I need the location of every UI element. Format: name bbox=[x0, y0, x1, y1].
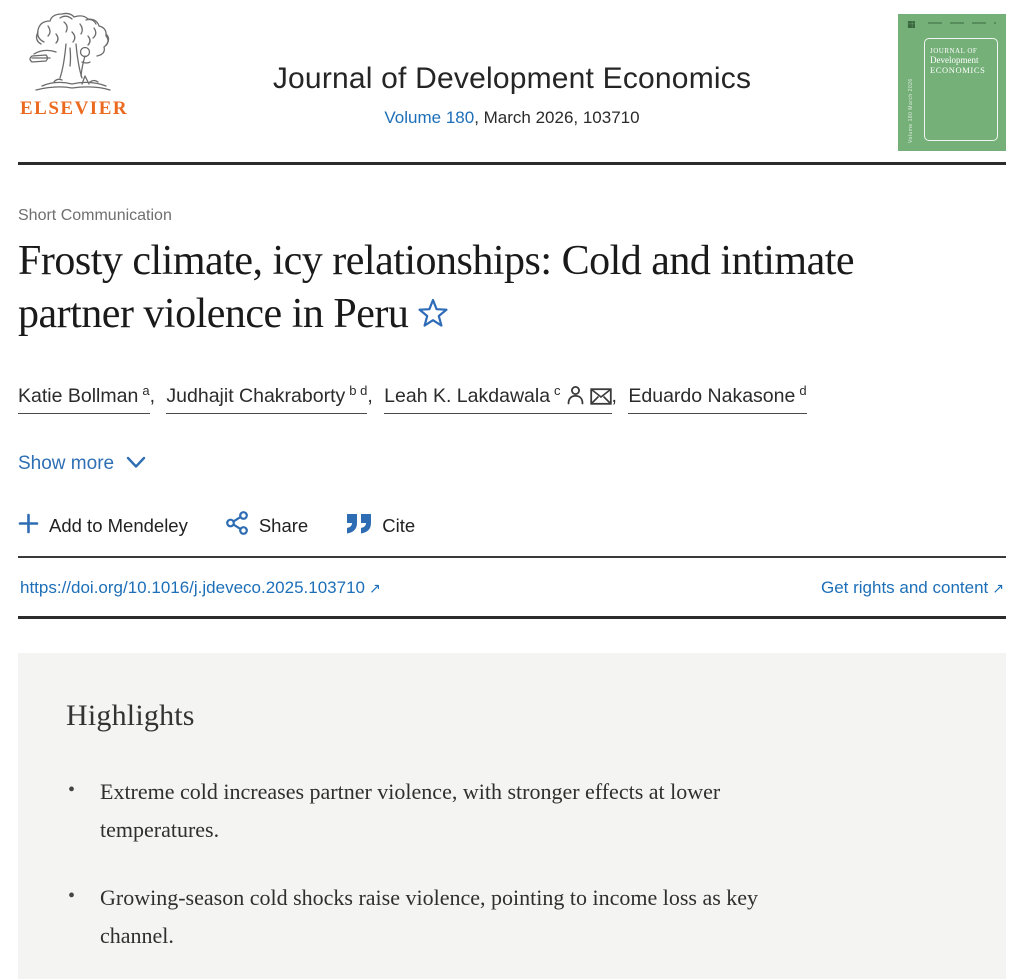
journal-title-link[interactable]: Journal of Development Economics bbox=[272, 62, 752, 95]
cover-spine-text: Volume 180 March 2026 bbox=[908, 78, 914, 143]
envelope-icon bbox=[590, 388, 612, 410]
article-type-label: Short Communication bbox=[18, 207, 172, 224]
volume-link[interactable]: Volume 180 bbox=[384, 108, 475, 127]
cover-publisher-mark: ▦ bbox=[907, 19, 916, 29]
journal-banner bbox=[18, 0, 1006, 162]
show-more-button[interactable] bbox=[18, 453, 146, 475]
highlight-item: • Growing-season cold shocks raise violence, pointing to income loss as key channel. bbox=[66, 879, 816, 955]
journal-cover-thumbnail[interactable] bbox=[898, 14, 1006, 151]
author-list bbox=[18, 383, 1006, 412]
show-more-label: Show more bbox=[18, 453, 115, 475]
author-link[interactable]: Eduardo Nakasone $^d$ bbox=[628, 385, 806, 414]
author-affiliation-sup: a bbox=[142, 382, 150, 398]
author-separator: , bbox=[611, 385, 617, 408]
highlight-item: • Extreme cold increases partner violence, with stronger effects at lower temperatures. bbox=[66, 773, 816, 849]
cover-title-line1: JOURNAL OF bbox=[930, 47, 978, 55]
share-icon bbox=[226, 511, 249, 540]
journal-title-block bbox=[273, 62, 751, 128]
cite-button[interactable]: Cite bbox=[346, 513, 415, 539]
external-link-icon: ↗ bbox=[369, 581, 381, 598]
highlights-heading: Highlights bbox=[66, 699, 195, 733]
journal-issue-line bbox=[273, 108, 751, 128]
cover-title-line2: Development bbox=[930, 55, 979, 65]
author-link[interactable]: Judhajit Chakraborty $^{b d}$ bbox=[166, 385, 367, 414]
author-separator: , bbox=[149, 385, 155, 408]
external-link-icon: ↗ bbox=[992, 581, 1004, 598]
person-icon bbox=[566, 388, 585, 410]
highlights-list bbox=[66, 773, 958, 954]
highlights-panel bbox=[18, 653, 1006, 979]
cover-title-line3: ECONOMICS bbox=[930, 65, 986, 75]
elsevier-logo[interactable] bbox=[20, 12, 129, 120]
doi-row bbox=[18, 558, 1006, 616]
author-affiliation-sup: c bbox=[554, 382, 561, 398]
doi-link[interactable]: https://doi.org/10.1016/j.jdeveco.2025.103710 ↗ bbox=[20, 578, 381, 598]
elsevier-tree-icon bbox=[24, 12, 120, 96]
header-divider bbox=[18, 162, 1006, 165]
cover-top-text bbox=[928, 22, 996, 24]
cover-frame bbox=[924, 38, 998, 141]
star-outline-icon[interactable] bbox=[416, 290, 450, 343]
doi-divider bbox=[18, 616, 1006, 619]
plus-icon bbox=[18, 513, 39, 539]
author-link-corresponding[interactable]: Leah K. Lakdawala $^c$ bbox=[384, 385, 611, 414]
author-affiliation-sup: d bbox=[799, 382, 807, 398]
add-to-mendeley-button[interactable]: Add to Mendeley bbox=[18, 513, 188, 539]
author-link[interactable]: Katie Bollman $^a$ bbox=[18, 385, 150, 414]
author-separator: , bbox=[367, 385, 373, 408]
rights-and-content-link[interactable]: Get rights and content ↗ bbox=[820, 578, 1004, 598]
article-title: Frosty climate, icy relationships: Cold and intimate partner violence in Peru bbox=[18, 235, 958, 343]
issue-info: , March 2026, 103710 bbox=[474, 108, 640, 127]
article-actions-toolbar bbox=[18, 511, 1006, 540]
chevron-down-icon bbox=[126, 453, 146, 475]
author-affiliation-sup: b d bbox=[349, 382, 368, 398]
elsevier-wordmark: ELSEVIER bbox=[20, 98, 129, 119]
share-button[interactable]: Share bbox=[226, 511, 308, 540]
cite-quote-icon bbox=[346, 513, 372, 539]
